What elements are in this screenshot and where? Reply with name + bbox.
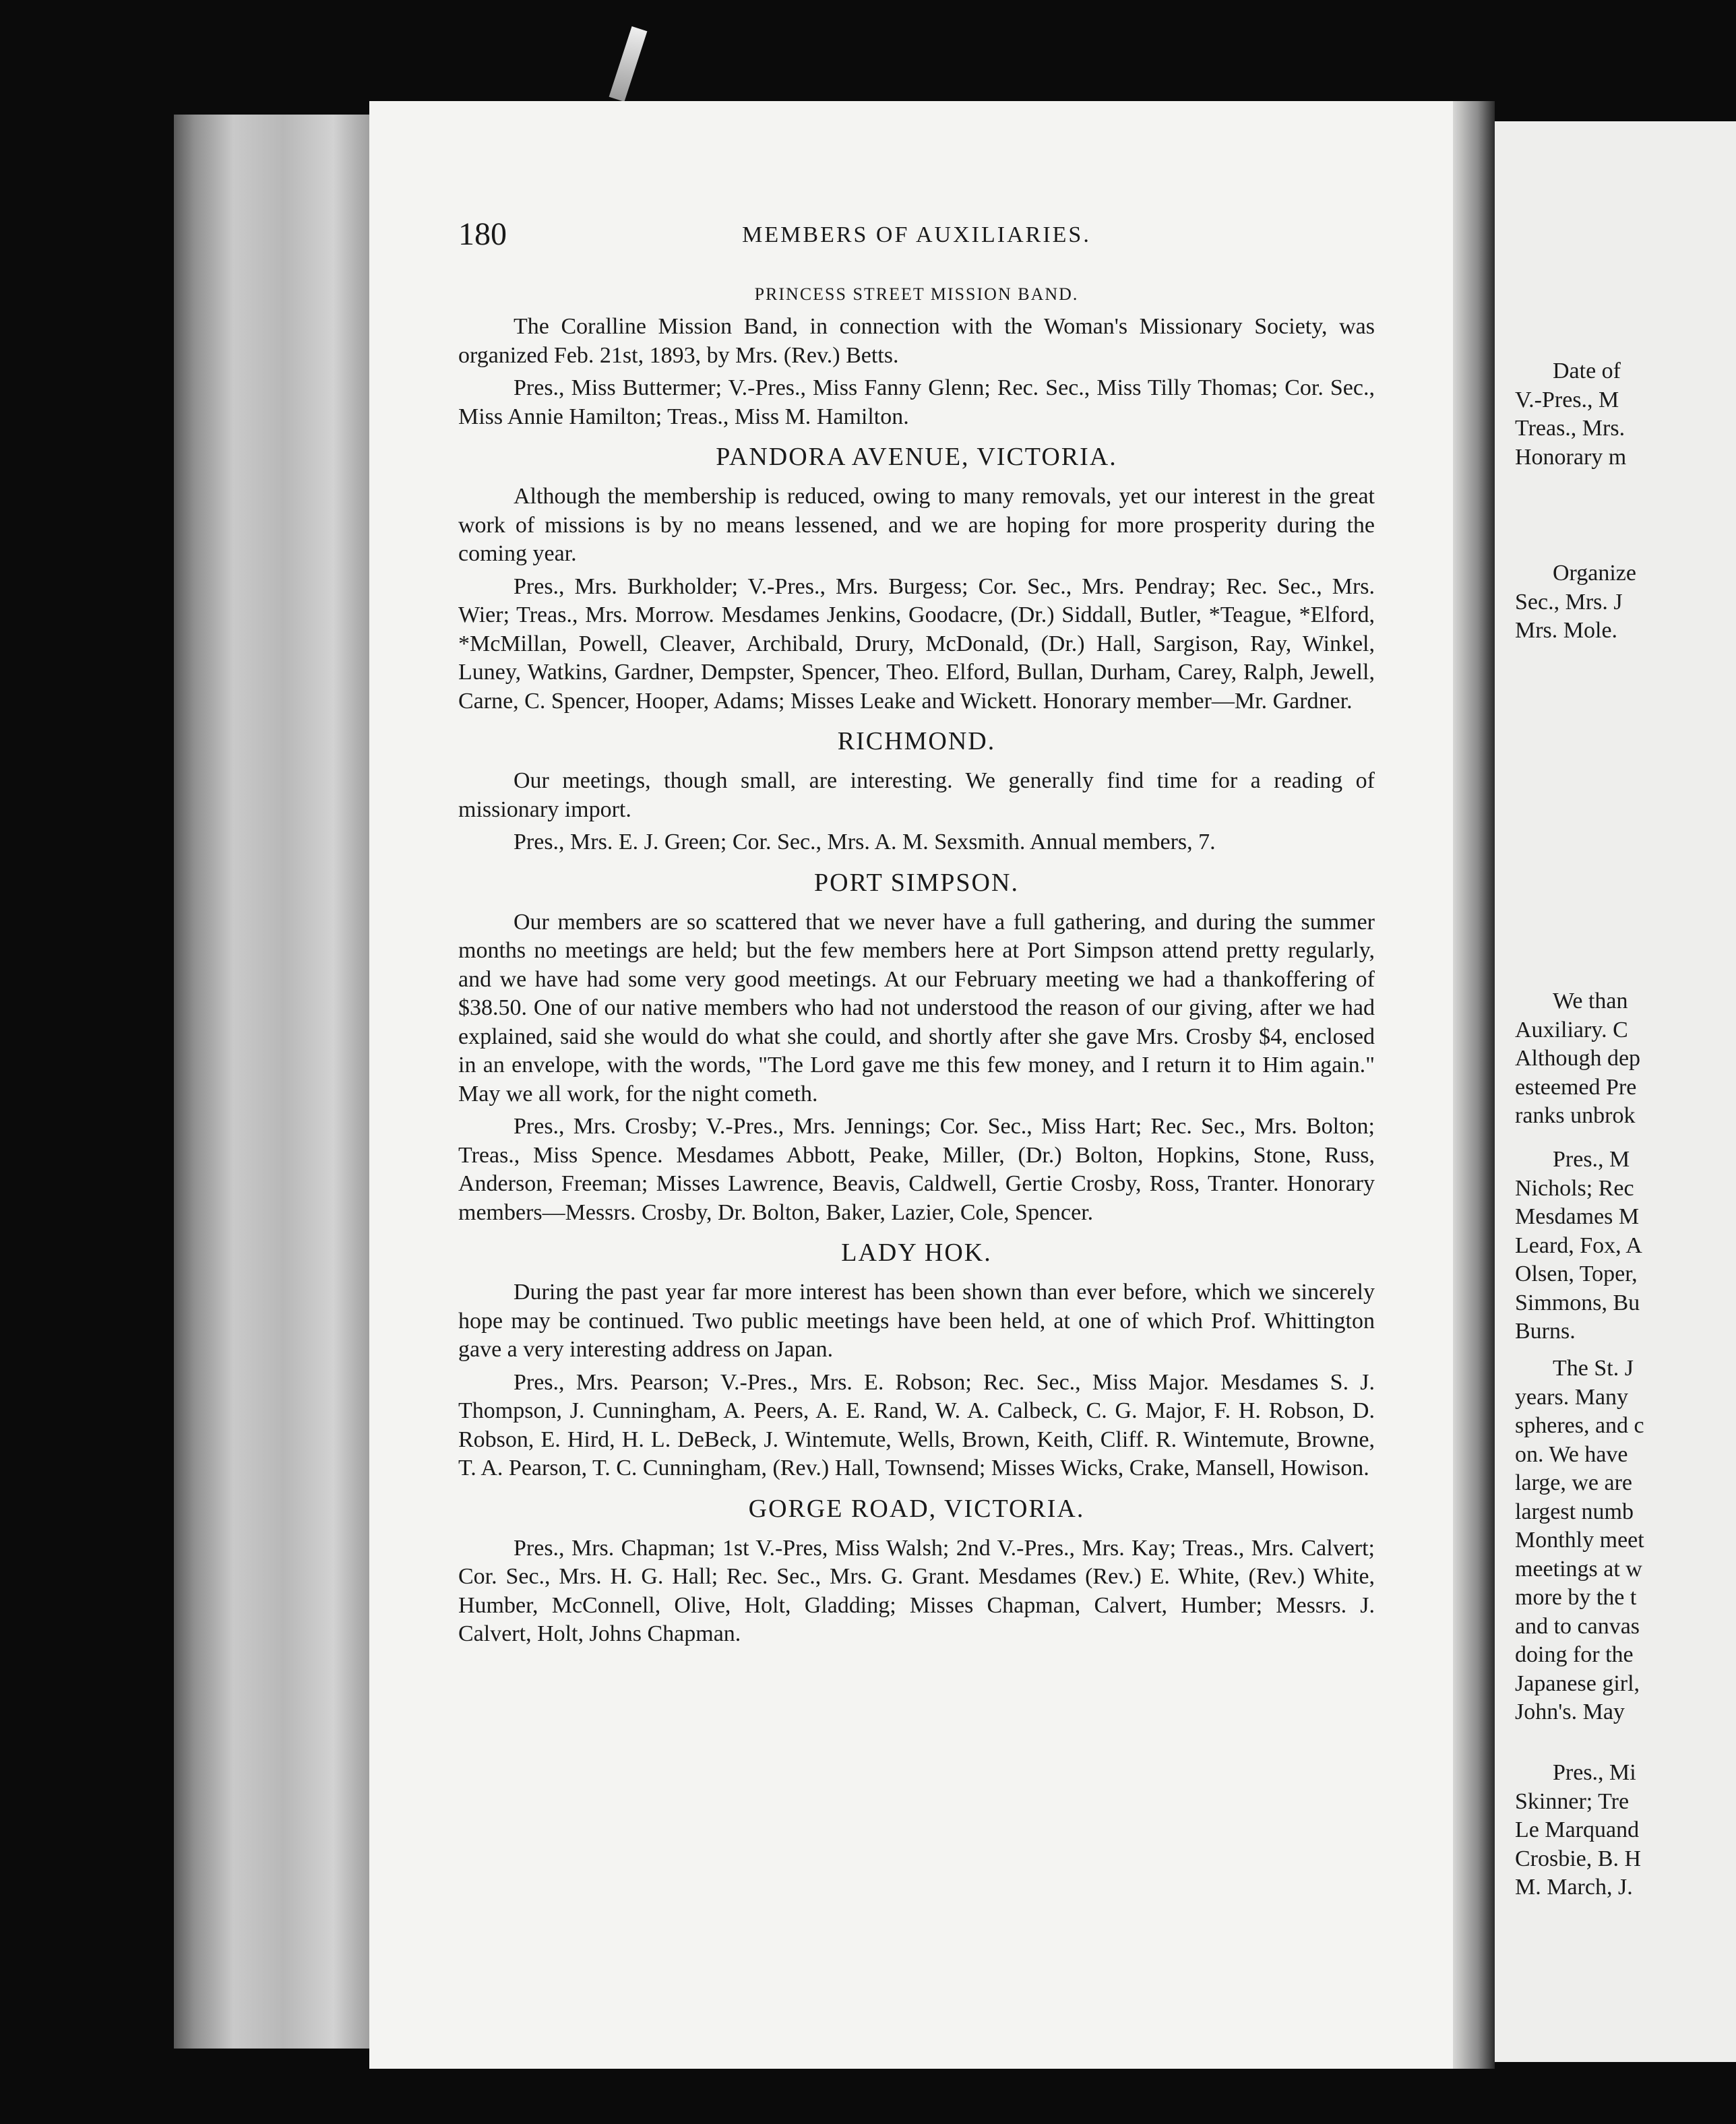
officers-paragraph: Pres., Mrs. Pearson; V.-Pres., Mrs. E. Robson; Rec. Sec., Miss Major. Mesdames S. J. Thompson, J. Cunningham, A. Peers, A. E. Rand, W. A. Calbeck, C. G. Major, F. H. Robson, D. Robson, E. Hird, H. L. DeBeck, J. Wintemute, Wells, Brown, Keith, Cliff. R. Wintemute, Browne, T. A. Pearson, T. C. Cunningham, (Rev.) Hall, Townsend; Misses Wicks, Crake, Mansell, Howison.	[458, 1369, 1375, 1480]
section-pandora-avenue	[458, 442, 1375, 716]
text-line: Crosbie, B. H	[1515, 1846, 1641, 1871]
text-line: Olsen, Toper,	[1515, 1261, 1638, 1286]
right-block-3	[1515, 987, 1736, 1131]
section-heading: GORGE ROAD, VICTORIA.	[748, 1494, 1085, 1523]
text-line: years. Many	[1515, 1384, 1629, 1410]
section-heading: RICHMOND.	[837, 727, 996, 755]
right-page-fragment	[1495, 121, 1736, 2062]
page-number: 180	[458, 216, 507, 252]
section-heading: PRINCESS STREET MISSION BAND.	[754, 284, 1079, 304]
officers-paragraph: Pres., Mrs. Chapman; 1st V.-Pres, Miss Walsh; 2nd V.-Pres., Mrs. Kay; Treas., Mrs. Calvert; Cor. Sec., Mrs. H. G. Hall; Rec. Sec., Mrs. G. Grant. Mesdames (Rev.) E. White, (Rev.) White, Humber, McConnell, Olive, Holt, Gladding; Misses Chapman, Calvert, Humber; Messrs. J. Calvert, Holt, Johns Chapman.	[458, 1535, 1375, 1646]
right-block-2	[1515, 559, 1736, 646]
right-block-5	[1515, 1354, 1736, 1727]
text-line: ranks unbrok	[1515, 1103, 1636, 1128]
right-block-6	[1515, 1759, 1736, 1902]
section-heading: PORT SIMPSON.	[814, 868, 1019, 897]
text-line: Pres., M	[1553, 1147, 1630, 1172]
section-gorge-road	[458, 1494, 1375, 1649]
text-line: doing for the	[1515, 1642, 1634, 1667]
page-header	[458, 216, 1375, 256]
text-line: Leard, Fox, A	[1515, 1232, 1642, 1258]
text-line: Le Marquand	[1515, 1817, 1640, 1842]
text-line: Although dep	[1515, 1046, 1641, 1071]
paragraph: The Coralline Mission Band, in connection with the Woman's Missionary Society, was organized Feb. 21st, 1893, by Mrs. (Rev.) Betts.	[458, 314, 1375, 368]
left-page	[369, 101, 1453, 2069]
text-line: Monthly meet	[1515, 1528, 1644, 1553]
text-line: more by the t	[1515, 1585, 1637, 1610]
section-lady-hok	[458, 1238, 1375, 1483]
paragraph: Although the membership is reduced, owing to many removals, yet our interest in the great work of missions is by no means lessened, and we are hoping for more prosperity during the coming year.	[458, 484, 1375, 566]
text-line: large, we are	[1515, 1470, 1632, 1495]
book-gutter	[1453, 101, 1495, 2069]
text-line: Skinner; Tre	[1515, 1788, 1630, 1814]
text-line: John's. May	[1515, 1699, 1625, 1724]
officers-paragraph: Pres., Mrs. E. J. Green; Cor. Sec., Mrs. A. M. Sexsmith. Annual members, 7.	[514, 830, 1216, 854]
page-body	[458, 284, 1375, 1649]
text-line: Mrs. Mole.	[1515, 618, 1618, 643]
section-port-simpson	[458, 868, 1375, 1228]
text-line: and to canvas	[1515, 1613, 1640, 1639]
film-scratch	[609, 26, 648, 102]
page-stack-edge	[174, 115, 373, 2049]
text-line: largest numb	[1515, 1499, 1634, 1524]
text-line: Mesdames M	[1515, 1204, 1640, 1229]
text-line: Sec., Mrs. J	[1515, 589, 1623, 615]
paragraph: During the past year far more interest has been shown than ever before, which we sincerely hope may be continued. Two public meetings have been held, at one of which Prof. Whittington gave a very interesting address on Japan.	[458, 1280, 1375, 1362]
text-line: Date of	[1553, 358, 1621, 383]
paragraph: Our meetings, though small, are interesting. We generally find time for a reading of missionary import.	[458, 768, 1375, 822]
text-line: The St. J	[1553, 1356, 1634, 1381]
text-line: Honorary m	[1515, 444, 1627, 470]
officers-paragraph: Pres., Mrs. Burkholder; V.-Pres., Mrs. Burgess; Cor. Sec., Mrs. Pendray; Rec. Sec., Mrs. Wier; Treas., Mrs. Morrow. Mesdames Jenkins, Goodacre, (Dr.) Siddall, Butler, *Teague, *Elford, *McMillan, Powell, Cleaver, Archibald, Drury, McDonald, (Dr.) Hall, Sargison, Ray, Winkel, Luney, Watkins, Gardner, Dempster, Spencer, Theo. Elford, Bullan, Durham, Carey, Ralph, Jewell, Carne, C. Spencer, Hooper, Adams; Misses Leake and Wickett. Honorary member—Mr. Gardner.	[458, 573, 1375, 714]
text-line: on. We have	[1515, 1441, 1628, 1467]
section-heading: LADY HOK.	[841, 1239, 992, 1267]
text-line: Treas., Mrs.	[1515, 416, 1625, 441]
text-line: We than	[1553, 989, 1628, 1013]
section-richmond	[458, 726, 1375, 857]
text-line: esteemed Pre	[1515, 1074, 1637, 1100]
text-line: Burns.	[1515, 1319, 1576, 1344]
text-line: M. March, J.	[1515, 1875, 1633, 1900]
right-block-1	[1515, 357, 1736, 472]
officers-paragraph: Pres., Mrs. Crosby; V.-Pres., Mrs. Jennings; Cor. Sec., Miss Hart; Rec. Sec., Mrs. Bolton; Treas., Miss Spence. Mesdames Abbott, Peake, Miller, (Dr.) Bolton, Hopkins, Stone, Russ, Anderson, Freeman; Misses Lawrence, Beavis, Caldwell, Gertie Crosby, Ross, Tranter. Honorary members—Messrs. Crosby, Dr. Bolton, Baker, Lazier, Cole, Spencer.	[458, 1114, 1375, 1225]
officers-paragraph: Pres., Miss Buttermer; V.-Pres., Miss Fanny Glenn; Rec. Sec., Miss Tilly Thomas; Cor. Sec., Miss Annie Hamilton; Treas., Miss M. Hamilton.	[458, 375, 1375, 429]
text-line: Pres., Mi	[1553, 1760, 1636, 1785]
text-line: V.-Pres., M	[1515, 387, 1619, 412]
section-princess-street	[458, 284, 1375, 431]
text-line: Simmons, Bu	[1515, 1290, 1640, 1315]
text-line: meetings at w	[1515, 1556, 1642, 1582]
running-head: MEMBERS OF AUXILIARIES.	[742, 222, 1091, 247]
text-line: Auxiliary. C	[1515, 1017, 1628, 1042]
text-line: Organize	[1553, 561, 1636, 586]
section-heading: PANDORA AVENUE, VICTORIA.	[716, 443, 1117, 471]
paragraph: Our members are so scattered that we never have a full gathering, and during the summer months no meetings are held; but the few members here at Port Simpson attend pretty regularly, and we have had some very good meetings. At our February meeting we had a thankoffering of $38.50. One of our native members who had not understood the reason of our giving, after we had explained, said she would do what she could, and shortly after she gave Mrs. Crosby $4, enclosed in an envelope, with the words, "The Lord gave me this few money, and I return it to Him again." May we all work, for the night cometh.	[458, 909, 1375, 1106]
right-block-4	[1515, 1146, 1736, 1346]
text-line: Japanese girl,	[1515, 1670, 1640, 1696]
text-line: Nichols; Rec	[1515, 1175, 1634, 1201]
text-line: spheres, and c	[1515, 1413, 1644, 1438]
